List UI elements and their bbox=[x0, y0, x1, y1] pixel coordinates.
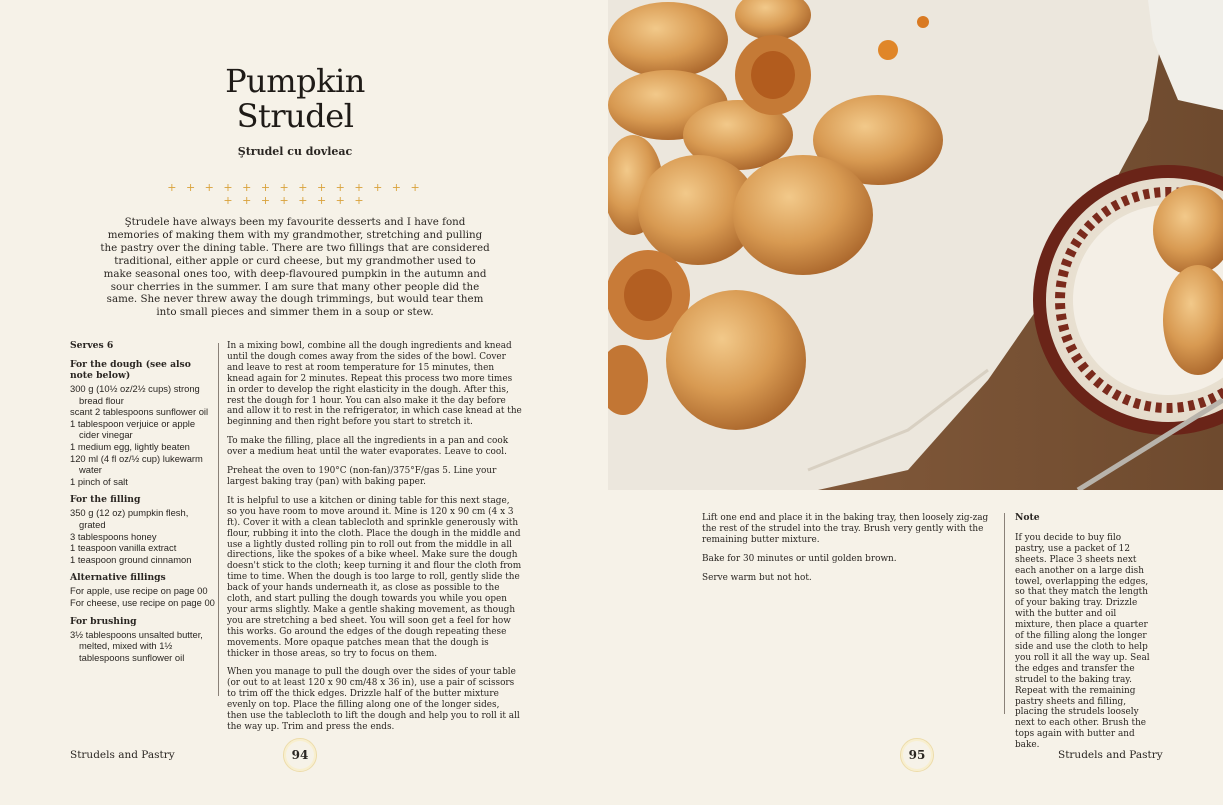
title-line-1: Pumpkin bbox=[225, 62, 365, 100]
method-paragraph: When you manage to pull the dough over the sides of your table (or out to at least 120 x 90 cm/48 x 36 in), use a pair of scissors to trim off the thick edges. Drizzle half of the butter mixture evenly on top. Place the filling along one of the longer sides, then use the tablecloth to lift the dough and help you to roll it all the way up. Trim and press the ends. bbox=[227, 667, 520, 732]
ingredient-item: 1 teaspoon ground cinnamon bbox=[70, 553, 192, 565]
ingredient-item: 3½ tablespoons unsalted butter, melted, mixed with 1½ tablespoons sunflower oil bbox=[70, 628, 203, 663]
footer-section-label-left: Strudels and Pastry bbox=[70, 749, 175, 761]
recipe-title bbox=[180, 64, 410, 134]
title-line-2: Strudel bbox=[236, 97, 354, 135]
left-page bbox=[0, 0, 608, 805]
page-number-left: 94 bbox=[283, 738, 317, 772]
ingredient-item: 1 tablespoon verjuice or apple cider vinegar bbox=[70, 417, 196, 441]
strudel-photo-illustration bbox=[608, 0, 1223, 490]
method-paragraph: Serve warm but not hot. bbox=[702, 572, 812, 583]
note-box bbox=[1015, 513, 1153, 751]
method-paragraph: Preheat the oven to 190°C (non-fan)/375°F/gas 5. Line your largest baking tray (pan) with baking paper. bbox=[227, 466, 497, 487]
strudel-photo bbox=[608, 0, 1223, 490]
ingredients-list bbox=[70, 340, 215, 663]
method-paragraph: Lift one end and place it in the baking tray, then loosely zig-zag the rest of the strudel into the tray. Brush very gently with the remaining butter mixture. bbox=[702, 513, 989, 545]
dough-heading: For the dough (see also note below) bbox=[70, 359, 191, 381]
note-divider bbox=[1004, 513, 1005, 714]
method-paragraph: It is helpful to use a kitchen or dining table for this next stage, so you have room to move around it. Mine is 120 x 90 cm (4 x 3 ft). Cover it with a clean tablecloth and sprinkle generously with flour, rubbing it into the cloth. Place the dough in the middle and use a lightly dusted rolling pin to roll out from the middle in all directions, like the spokes of a bike wheel. Make sure the dough doesn't stick to the cloth; keep turning it and flour the cloth from time to time. When the dough is too large to roll, gently slide the back of your hands underneath it, as close as possible to the cloth, and start pulling the dough towards you while you open your arms slightly. Make a gentle shaking movement, as though you are stretching a bed sheet. You will soon get a feel for how this works. Go around the edges of the dough repeating these movements. More opaque patches mean that the dough is thicker in those areas, so try to focus on them. bbox=[227, 495, 522, 659]
ingredient-item: 120 ml (4 fl oz/½ cup) lukewarm water bbox=[70, 452, 203, 476]
ingredient-item: 3 tablespoons honey bbox=[70, 530, 157, 542]
footer-section-label-right: Strudels and Pastry bbox=[1058, 749, 1163, 761]
method-column-2 bbox=[702, 513, 994, 592]
note-text: If you decide to buy filo pastry, use a packet of 12 sheets. Place 3 sheets next each another on a large dish towel, overlapping the edges, so that they match the length of your baking tray. Drizzle with the butter and oil mixture, then place a quarter of the filling along the longer side and use the cloth to help you roll it all the way up. Seal the edges and transfer the strudel to the baking tray. Repeat with the remaining pastry sheets and filling, placing the strudels loosely next to each other. Brush the tops again with butter and bake. bbox=[1015, 532, 1150, 751]
method-column-1 bbox=[227, 341, 522, 741]
ingredient-item: 1 medium egg, lightly beaten bbox=[70, 440, 190, 452]
method-paragraph: Bake for 30 minutes or until golden brown. bbox=[702, 553, 897, 564]
ingredient-item: 300 g (10½ oz/2½ cups) strong bread flour bbox=[70, 383, 200, 406]
brushing-heading: For brushing bbox=[70, 615, 137, 627]
ornament-divider: + + + + + + + + + + + + + + + + + + + + + + bbox=[167, 181, 423, 207]
recipe-subtitle: Ştrudel cu dovleac bbox=[237, 145, 353, 158]
ingredient-item: For apple, use recipe on page 00 bbox=[70, 585, 208, 597]
serves-label: Serves 6 bbox=[70, 340, 114, 351]
ingredient-item: 1 pinch of salt bbox=[70, 475, 128, 487]
ingredient-item: 350 g (12 oz) pumpkin flesh, grated bbox=[70, 507, 189, 530]
note-heading: Note bbox=[1015, 512, 1040, 523]
method-paragraph: In a mixing bowl, combine all the dough ingredients and knead until the dough comes away from the sides of the bowl. Cover and leave to rest at room temperature for 15 minutes, then knead again for 2 minutes. Repeat this process two more times in order to develop the right elasticity in the dough. After this, rest the dough for 1 hour. You can also make it the day before and allow it to rest in the refrigerator, in which case knead at the beginning and then right before you start to stretch it. bbox=[227, 341, 522, 428]
method-paragraph: To make the filling, place all the ingredients in a pan and cook over a medium heat until the water evaporates. Leave to cool. bbox=[227, 436, 509, 458]
ingredient-item: scant 2 tablespoons sunflower oil bbox=[70, 406, 209, 418]
page-number-right: 95 bbox=[900, 738, 934, 772]
alternative-fillings-heading: Alternative fillings bbox=[70, 572, 166, 584]
ingredient-item: 1 teaspoon vanilla extract bbox=[70, 542, 177, 554]
intro-paragraph: Ştrudele have always been my favourite desserts and I have fond memories of making them with my grandmother, stretching and pulling the pastry over the dining table. There are two fillings that are considered traditional, either apple or curd cheese, but my grandmother used to make seasonal ones too, with deep-flavoured pumpkin in the autumn and sour cherries in the summer. I am sure that many other people did the same. She never threw away the dough trimmings, but would tear them into small pieces and simmer them in a soup or stew. bbox=[100, 216, 490, 319]
ingredient-item: For cheese, use recipe on page 00 bbox=[70, 596, 215, 608]
filling-heading: For the filling bbox=[70, 494, 141, 506]
column-divider bbox=[218, 343, 219, 696]
